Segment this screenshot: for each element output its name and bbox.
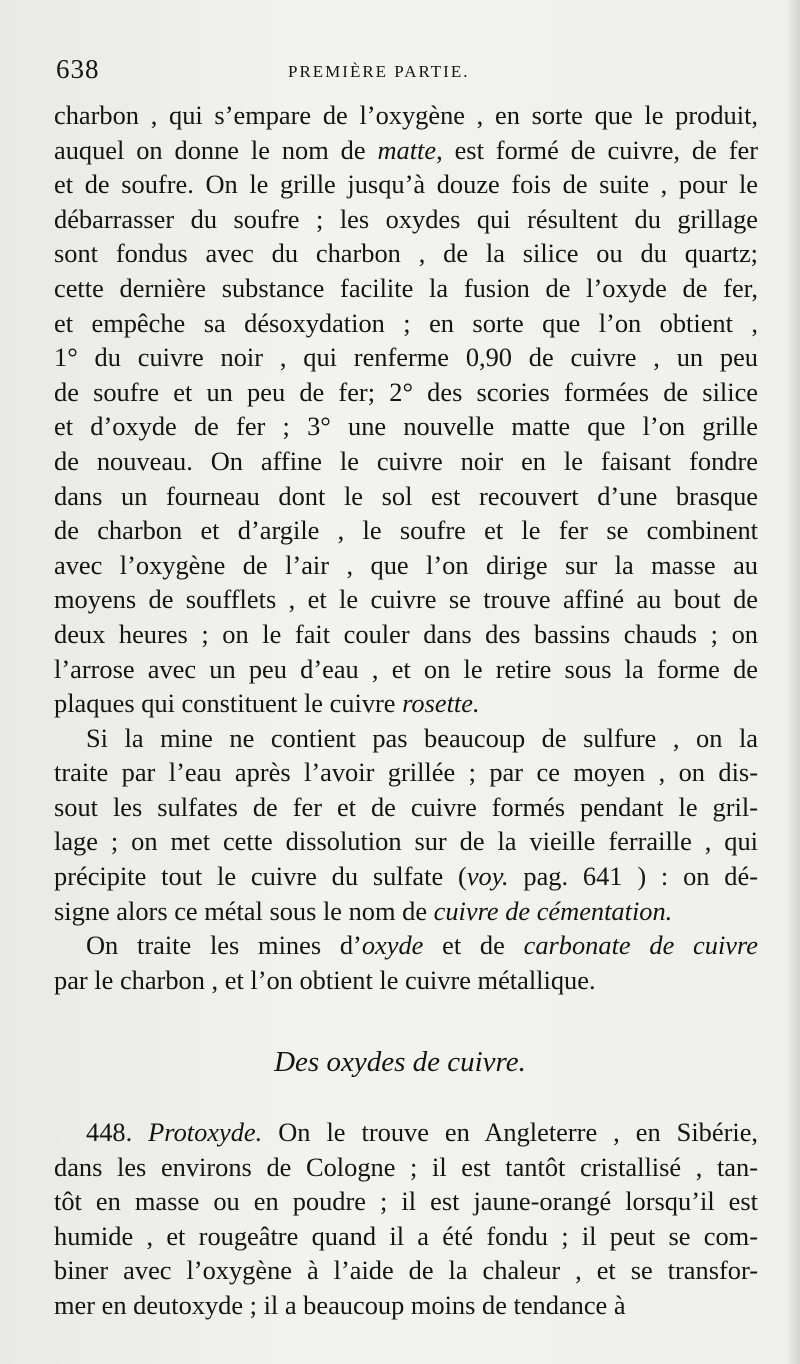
text-line	[54, 340, 758, 375]
text-run: cette dernière substance facilite la fusion de l’oxyde de fer,	[54, 272, 758, 303]
text-line	[54, 167, 758, 202]
text-line	[54, 1115, 758, 1150]
text-line	[54, 271, 758, 306]
text-run: charbon , qui s’empare de l’oxygène , en sorte que le produit,	[54, 100, 758, 130]
text-run: pag. 641 ) : on dé-	[508, 861, 758, 892]
page-number: 638	[56, 54, 100, 84]
text-run: précipite tout le cuivre du sulfate (	[54, 861, 467, 892]
italic-phrase: matte	[377, 134, 437, 165]
text-line	[54, 582, 758, 617]
text-run: l’arrose avec un peu d’eau , et on le retire sous la forme de	[54, 653, 758, 684]
text-line	[54, 617, 758, 652]
text-run: plaques qui constituent le cuivre	[54, 688, 403, 719]
text-run: biner avec l’oxygène à l’aide de la chaleur , et se transfor-	[54, 1255, 758, 1286]
running-head: PREMIÈRE PARTIE.	[288, 62, 470, 81]
text-run: mer en deutoxyde ; il a beaucoup moins de tendance à	[54, 1289, 626, 1320]
italic-phrase: voy.	[466, 861, 509, 892]
text-line	[54, 824, 758, 859]
paragraph-oxide-carbonate	[54, 928, 758, 997]
text-line	[54, 202, 758, 237]
paragraph-protoxyde	[54, 1115, 758, 1323]
main-text	[54, 98, 758, 997]
text-run: auquel on donne le nom de	[54, 134, 378, 165]
text-line	[54, 236, 758, 271]
text-line	[54, 306, 758, 341]
text-run: dans les environs de Cologne ; il est tantôt cristallisé , tan-	[54, 1151, 758, 1182]
paragraph-sulfure-treatment	[54, 721, 758, 929]
text-line	[54, 98, 758, 133]
italic-phrase: carbonate de cuivre	[523, 930, 758, 961]
text-line	[54, 444, 758, 479]
article-448	[54, 1115, 758, 1323]
text-line	[54, 790, 758, 825]
text-line	[54, 479, 758, 514]
text-run: de charbon et d’argile , le soufre et le fer se combinent	[54, 515, 758, 546]
text-run: 448.	[86, 1117, 149, 1147]
text-run: , est formé de cuivre, de fer	[436, 134, 758, 165]
text-run: moyens de soufflets , et le cuivre se trouve affiné au bout de	[54, 584, 758, 615]
text-run: de nouveau. On affine le cuivre noir en le faisant fondre	[54, 445, 758, 476]
text-line	[54, 963, 758, 998]
text-line	[54, 375, 758, 410]
text-run: avec l’oxygène de l’air , que l’on dirige sur la masse au	[54, 549, 758, 580]
section-heading: Des oxydes de cuivre.	[274, 1046, 526, 1078]
italic-phrase: oxyde	[361, 930, 424, 961]
text-run: On traite les mines d’	[86, 930, 362, 961]
text-line	[54, 894, 758, 929]
text-run: et de	[423, 930, 524, 961]
text-line	[54, 652, 758, 687]
text-line	[54, 1253, 758, 1288]
text-line	[54, 859, 758, 894]
page-header	[56, 54, 760, 94]
text-line	[54, 1219, 758, 1254]
text-run: et empêche sa désoxydation ; en sorte que l’on obtient ,	[54, 307, 758, 338]
text-line	[54, 721, 758, 756]
paragraph-copper-refining	[54, 98, 758, 721]
text-run: et d’oxyde de fer ; 3° une nouvelle matte que l’on grille	[54, 411, 758, 442]
italic-phrase: Protoxyde.	[148, 1117, 263, 1147]
text-line	[54, 1150, 758, 1185]
text-line	[54, 409, 758, 444]
text-run: traite par l’eau après l’avoir grillée ; par ce moyen , on dis-	[54, 757, 758, 788]
text-run: de soufre et un peu de fer; 2° des scories formées de silice	[54, 376, 758, 407]
text-run: humide , et rougeâtre quand il a été fondu ; il peut se com-	[54, 1220, 758, 1251]
text-run: par le charbon , et l’on obtient le cuivre métallique.	[54, 964, 596, 995]
text-run: signe alors ce métal sous le nom de	[54, 895, 434, 926]
text-run: deux heures ; on le fait couler dans des bassins chauds ; on	[54, 618, 758, 649]
text-line	[54, 513, 758, 548]
italic-phrase: rosette.	[402, 688, 480, 719]
text-run: débarrasser du soufre ; les oxydes qui résultent du grillage	[54, 203, 758, 234]
text-line	[54, 133, 758, 168]
italic-phrase: cuivre de cémentation.	[433, 895, 673, 926]
text-run: dans un fourneau dont le sol est recouvert d’une brasque	[54, 480, 758, 511]
page-edge-shadow	[786, 0, 800, 1364]
text-line	[54, 755, 758, 790]
text-run: et de soufre. On le grille jusqu’à douze fois de suite , pour le	[54, 169, 758, 200]
text-run: sout les sulfates de fer et de cuivre formés pendant le gril-	[54, 791, 758, 822]
text-run: 1° du cuivre noir , qui renferme 0,90 de cuivre , un peu	[54, 342, 758, 373]
text-line	[54, 1288, 758, 1323]
text-line	[54, 548, 758, 583]
text-run: On le trouve en Angleterre , en Sibérie,	[262, 1117, 758, 1147]
text-run: lage ; on met cette dissolution sur de la vieille ferraille , qui	[54, 826, 758, 857]
text-run: tôt en masse ou en poudre ; il est jaune-orangé lorsqu’il est	[54, 1186, 758, 1217]
text-line	[54, 686, 758, 721]
text-run: sont fondus avec du charbon , de la silice ou du quartz;	[54, 238, 758, 269]
text-line	[54, 1184, 758, 1219]
text-line	[54, 928, 758, 963]
text-run: Si la mine ne contient pas beaucoup de sulfure , on la	[86, 722, 758, 753]
